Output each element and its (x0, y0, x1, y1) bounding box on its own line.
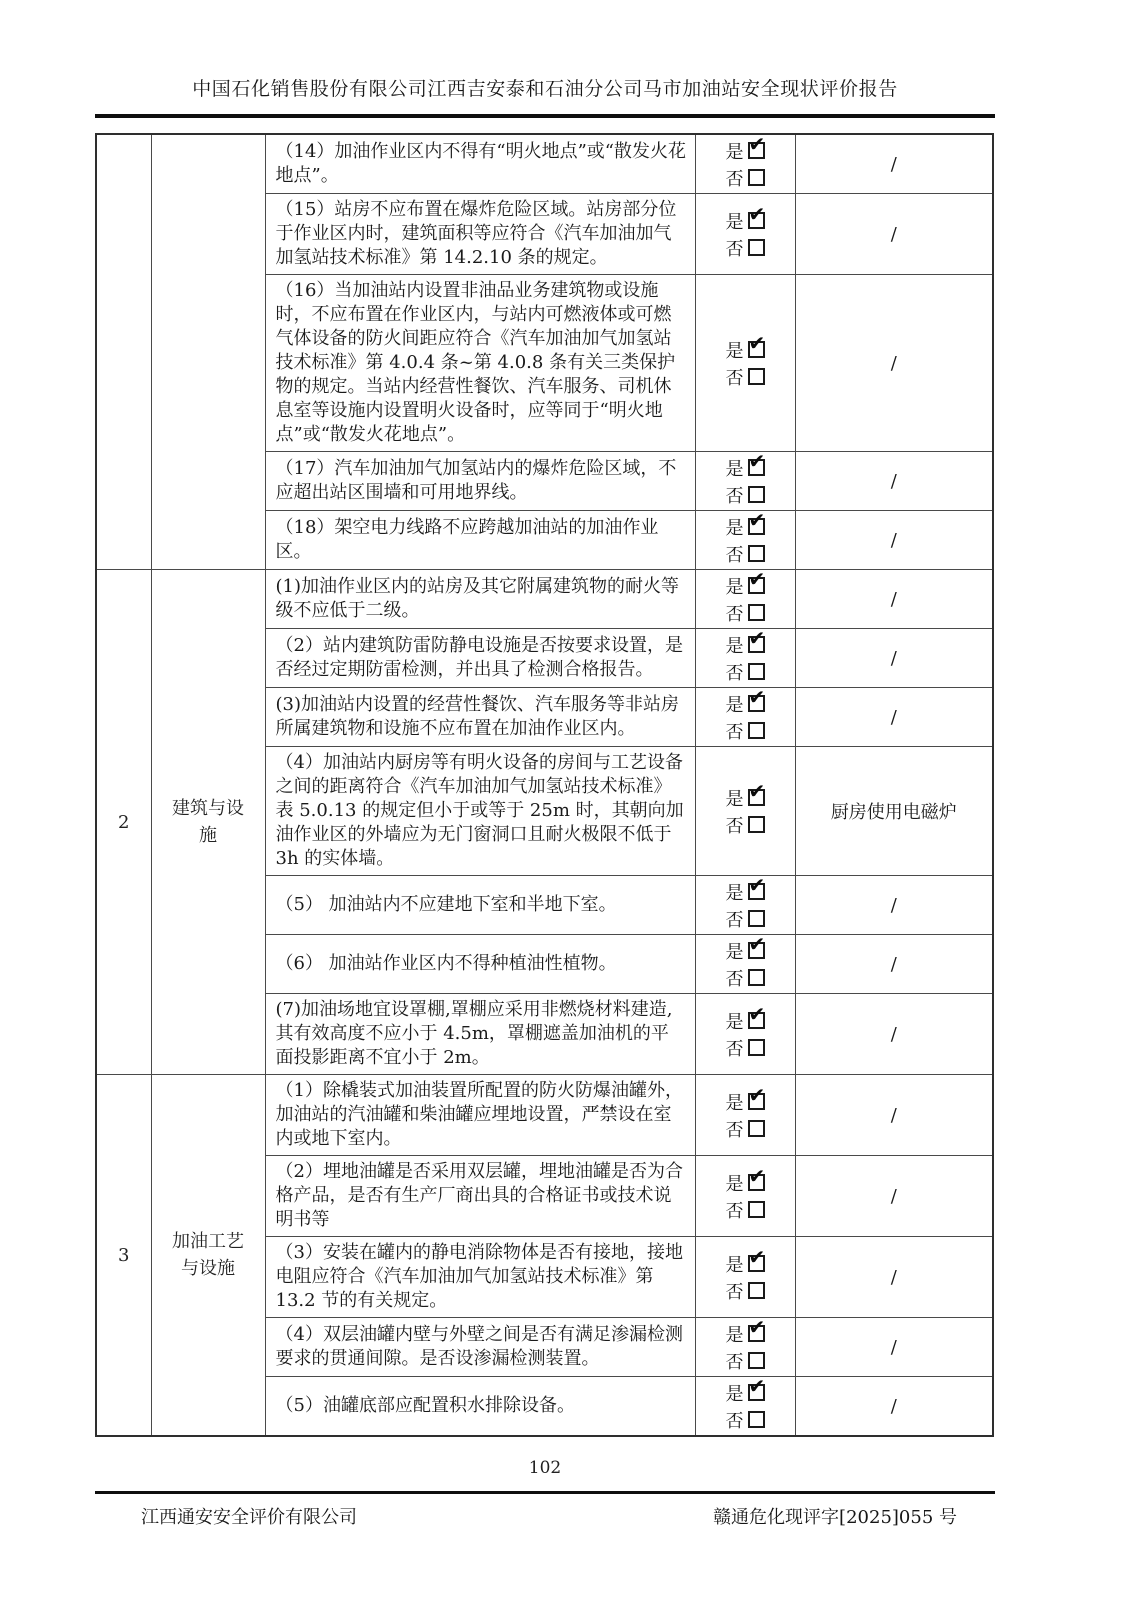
no-checkbox (748, 545, 765, 562)
checkmark-icon: ✔ (748, 1002, 766, 1026)
yes-checkbox-checked (748, 932, 766, 959)
checklist-item-text: （6） 加油站作业区内不得种植油性植物。 (265, 935, 695, 994)
section-number: 2 (96, 570, 151, 1075)
no-option (696, 164, 795, 191)
section-number (96, 134, 151, 570)
yes-checkbox-checked (748, 1315, 766, 1342)
no-option (696, 1115, 795, 1142)
checklist-item-text: （14）加油作业区内不得有“明火地点”或“散发火花地点”。 (265, 134, 695, 194)
remark-cell: / (795, 876, 993, 935)
yes-checkbox-checked (748, 873, 766, 900)
yes-no-cell (695, 1156, 795, 1237)
yes-label: 是 (725, 941, 744, 963)
yes-no-cell (695, 626, 795, 688)
yes-label: 是 (725, 1383, 744, 1405)
no-checkbox (748, 239, 765, 256)
no-checkbox (748, 1282, 765, 1299)
yes-label: 是 (725, 340, 744, 362)
yes-label: 是 (725, 635, 744, 657)
yes-label: 是 (725, 882, 744, 904)
table-row (96, 570, 993, 629)
yes-label: 是 (725, 1173, 744, 1195)
no-label: 否 (725, 1119, 744, 1141)
checkmark-icon: ✔ (748, 567, 766, 591)
table-row (96, 1075, 993, 1156)
checklist-item-text: (3)加油站内设置的经营性餐饮、汽车服务等非站房所属建筑物和设施不应布置在加油作业区内。 (265, 688, 695, 747)
footer (95, 1503, 995, 1529)
yes-label: 是 (725, 1011, 744, 1033)
checklist-table-body (96, 134, 993, 1436)
remark-cell: / (795, 1377, 993, 1437)
yes-no-cell (695, 1075, 795, 1156)
checklist-table (95, 133, 994, 1437)
no-checkbox (748, 969, 765, 986)
no-checkbox (748, 663, 765, 680)
remark-cell: / (795, 194, 993, 275)
section-category: 加油工艺与设施 (151, 1075, 265, 1437)
checklist-item-text: （4）双层油罐内壁与外壁之间是否有满足渗漏检测要求的贯通间隙。是否设渗漏检测装置。 (265, 1318, 695, 1377)
checkmark-icon: ✔ (748, 132, 766, 156)
yes-no-cell (695, 1237, 795, 1318)
yes-label: 是 (725, 694, 744, 716)
checkmark-icon: ✔ (748, 202, 766, 226)
footer-doc-number: 赣通危化现评字[2025]055 号 (713, 1507, 957, 1528)
yes-checkbox-checked (748, 449, 766, 476)
no-label: 否 (725, 1410, 744, 1432)
checkmark-icon: ✔ (748, 873, 766, 897)
yes-option (696, 779, 795, 811)
no-checkbox (748, 816, 765, 833)
checklist-item-text: （5） 加油站内不应建地下室和半地下室。 (265, 876, 695, 935)
checkmark-icon: ✔ (748, 331, 766, 355)
checkmark-icon: ✔ (748, 1315, 766, 1339)
yes-no-cell (695, 449, 795, 511)
footer-company: 江西通安安全评价有限公司 (141, 1507, 357, 1528)
yes-option (696, 567, 795, 599)
no-label: 否 (725, 1038, 744, 1060)
no-label: 否 (725, 367, 744, 389)
no-label: 否 (725, 544, 744, 566)
checkmark-icon: ✔ (748, 1245, 766, 1269)
no-option (696, 717, 795, 744)
yes-option (696, 1083, 795, 1115)
no-label: 否 (725, 815, 744, 837)
yes-no-cell (695, 873, 795, 935)
yes-checkbox-checked (748, 1002, 766, 1029)
yes-no-cell (695, 1315, 795, 1377)
checkmark-icon: ✔ (748, 449, 766, 473)
checklist-item-text: （16）当加油站内设置非油品业务建筑物或设施时，不应布置在作业区内，与站内可燃液体或可燃气体设备的防火间距应符合《汽车加油加气加氢站技术标准》第 4.0.4 条~第 4.0.8 条有关三类保护物的规定。当站内经营性餐饮、汽车服务、司机休息室等设施内设置明火设备时，应等同于“明火地点”或“散发火花地点”。 (265, 275, 695, 452)
footer-rule (95, 1491, 995, 1494)
no-label: 否 (725, 238, 744, 260)
yes-checkbox-checked (748, 132, 766, 159)
yes-label: 是 (725, 788, 744, 810)
checkmark-icon: ✔ (748, 626, 766, 650)
checklist-item-text: （1）除橇装式加油装置所配置的防火防爆油罐外，加油站的汽油罐和柴油罐应埋地设置，严禁设在室内或地下室内。 (265, 1075, 695, 1156)
remark-cell: / (795, 629, 993, 688)
yes-option (696, 1164, 795, 1196)
page-number: 102 (528, 1458, 562, 1478)
no-option (696, 234, 795, 261)
yes-checkbox-checked (748, 508, 766, 535)
yes-option (696, 202, 795, 234)
yes-checkbox-checked (748, 1374, 766, 1401)
yes-option (696, 873, 795, 905)
yes-checkbox-checked (748, 202, 766, 229)
yes-checkbox-checked (748, 1164, 766, 1191)
yes-checkbox-checked (748, 685, 766, 712)
yes-checkbox-checked (748, 331, 766, 358)
no-checkbox (748, 1120, 765, 1137)
checkmark-icon: ✔ (748, 508, 766, 532)
no-checkbox (748, 1039, 765, 1056)
remark-cell: / (795, 1237, 993, 1318)
yes-no-cell (695, 747, 795, 876)
checkmark-icon: ✔ (748, 779, 766, 803)
yes-no-cell (695, 508, 795, 570)
no-option (696, 363, 795, 390)
no-option (696, 1034, 795, 1061)
no-checkbox (748, 1411, 765, 1428)
no-label: 否 (725, 721, 744, 743)
checkmark-icon: ✔ (748, 1083, 766, 1107)
checklist-item-text: （18）架空电力线路不应跨越加油站的加油作业区。 (265, 511, 695, 570)
no-label: 否 (725, 603, 744, 625)
no-checkbox (748, 1201, 765, 1218)
no-option (696, 1277, 795, 1304)
checklist-item-text: （5）油罐底部应配置积水排除设备。 (265, 1377, 695, 1437)
remark-cell: / (795, 1318, 993, 1377)
yes-option (696, 132, 795, 164)
no-checkbox (748, 486, 765, 503)
no-label: 否 (725, 968, 744, 990)
yes-label: 是 (725, 211, 744, 233)
yes-label: 是 (725, 517, 744, 539)
no-label: 否 (725, 485, 744, 507)
checklist-item-text: （15）站房不应布置在爆炸危险区域。站房部分位于作业区内时，建筑面积等应符合《汽车加油加气加氢站技术标准》第 14.2.10 条的规定。 (265, 194, 695, 275)
yes-checkbox-checked (748, 626, 766, 653)
yes-label: 是 (725, 1092, 744, 1114)
yes-option (696, 449, 795, 481)
yes-checkbox-checked (748, 1083, 766, 1110)
remark-cell: / (795, 570, 993, 629)
checklist-item-text: (1)加油作业区内的站房及其它附属建筑物的耐火等级不应低于二级。 (265, 570, 695, 629)
checklist-item-text: (7)加油场地宜设罩棚,罩棚应采用非燃烧材料建造,其有效高度不应小于 4.5m，罩棚遮盖加油机的平面投影距离不宜小于 2m。 (265, 994, 695, 1075)
no-checkbox (748, 368, 765, 385)
remark-cell: / (795, 511, 993, 570)
remark-cell: / (795, 275, 993, 452)
yes-label: 是 (725, 141, 744, 163)
no-label: 否 (725, 662, 744, 684)
yes-no-cell (695, 275, 795, 452)
remark-cell: / (795, 935, 993, 994)
yes-no-cell (695, 1374, 795, 1437)
no-option (696, 964, 795, 991)
report-title: 中国石化销售股份有限公司江西吉安泰和石油分公司马市加油站安全现状评价报告 (192, 78, 898, 100)
checklist-item-text: （2）站内建筑防雷防静电设施是否按要求设置，是否经过定期防雷检测，并出具了检测合格报告。 (265, 629, 695, 688)
yes-label: 是 (725, 1324, 744, 1346)
no-option (696, 658, 795, 685)
no-label: 否 (725, 1351, 744, 1373)
yes-no-cell (695, 134, 795, 194)
remark-cell: / (795, 688, 993, 747)
remark-cell: / (795, 1075, 993, 1156)
yes-option (696, 1002, 795, 1034)
yes-option (696, 1374, 795, 1406)
yes-option (696, 932, 795, 964)
no-label: 否 (725, 1200, 744, 1222)
no-label: 否 (725, 1281, 744, 1303)
yes-option (696, 1245, 795, 1277)
section-category: 建筑与设施 (151, 570, 265, 1075)
section-number: 3 (96, 1075, 151, 1437)
yes-no-cell (695, 567, 795, 629)
checkmark-icon: ✔ (748, 1164, 766, 1188)
yes-label: 是 (725, 576, 744, 598)
checkmark-icon: ✔ (748, 932, 766, 956)
remark-cell: / (795, 452, 993, 511)
no-checkbox (748, 1352, 765, 1369)
no-checkbox (748, 722, 765, 739)
no-checkbox (748, 604, 765, 621)
yes-label: 是 (725, 458, 744, 480)
yes-no-cell (695, 932, 795, 994)
yes-option (696, 331, 795, 363)
no-option (696, 540, 795, 567)
yes-option (696, 508, 795, 540)
no-option (696, 599, 795, 626)
remark-cell: / (795, 994, 993, 1075)
checklist-item-text: （17）汽车加油加气加氢站内的爆炸危险区域，不应超出站区围墙和可用地界线。 (265, 452, 695, 511)
checklist-item-text: （2）埋地油罐是否采用双层罐，埋地油罐是否为合格产品，是否有生产厂商出具的合格证书或技术说明书等 (265, 1156, 695, 1237)
checklist-item-text: （4）加油站内厨房等有明火设备的房间与工艺设备之间的距离符合《汽车加油加气加氢站技术标准》表 5.0.13 的规定但小于或等于 25m 时，其朝向加油作业区的外墙应为无门窗洞口且耐火极限不低于 3h 的实体墙。 (265, 747, 695, 876)
no-option (696, 905, 795, 932)
yes-checkbox-checked (748, 779, 766, 806)
no-option (696, 1196, 795, 1223)
yes-no-cell (695, 685, 795, 747)
yes-checkbox-checked (748, 1245, 766, 1272)
yes-label: 是 (725, 1254, 744, 1276)
yes-no-cell (695, 994, 795, 1075)
yes-no-cell (695, 194, 795, 275)
no-option (696, 1406, 795, 1433)
no-label: 否 (725, 168, 744, 190)
remark-cell: / (795, 1156, 993, 1237)
section-category (151, 134, 265, 570)
no-checkbox (748, 169, 765, 186)
no-option (696, 1347, 795, 1374)
remark-cell: 厨房使用电磁炉 (795, 747, 993, 876)
yes-option (696, 626, 795, 658)
checklist-item-text: （3）安装在罐内的静电消除物体是否有接地，接地电阻应符合《汽车加油加气加氢站技术标准》第 13.2 节的有关规定。 (265, 1237, 695, 1318)
yes-option (696, 685, 795, 717)
no-checkbox (748, 910, 765, 927)
no-label: 否 (725, 909, 744, 931)
header-rule (95, 114, 995, 118)
no-option (696, 811, 795, 838)
remark-cell: / (795, 134, 993, 194)
no-option (696, 481, 795, 508)
yes-option (696, 1315, 795, 1347)
yes-checkbox-checked (748, 567, 766, 594)
checkmark-icon: ✔ (748, 685, 766, 709)
table-row (96, 134, 993, 194)
checkmark-icon: ✔ (748, 1374, 766, 1398)
